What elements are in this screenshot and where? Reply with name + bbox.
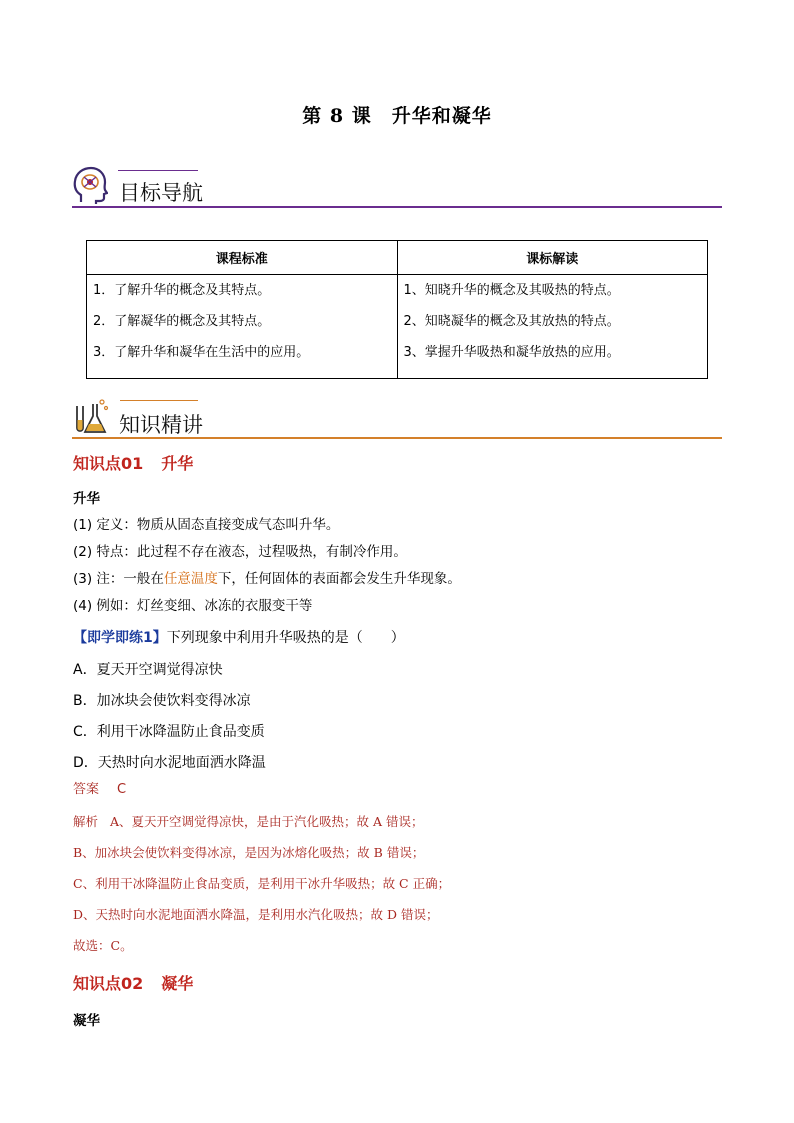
option-a: A．夏天开空调觉得凉快: [73, 662, 223, 678]
section-title-goals: 目标导航: [119, 181, 203, 205]
answer-line: [73, 778, 126, 797]
answer-label: 答案: [73, 782, 100, 797]
analysis-line: C、利用干冰降温防止食品变质，是利用干冰升华吸热；故 C 正确；: [73, 876, 451, 891]
standard-item: 1．了解升华的概念及其特点。: [93, 283, 271, 298]
knowledge-point-heading: [73, 451, 193, 474]
exercise-text: 下列现象中利用升华吸热的是（ ）: [166, 630, 405, 646]
section-title-overline: [118, 170, 198, 171]
standard-item: 3．了解升华和凝华在生活中的应用。: [93, 345, 310, 360]
table-row: [87, 275, 708, 379]
lesson-number: 第 8 课: [302, 105, 372, 127]
section-title-knowledge: 知识精讲: [119, 413, 203, 437]
standards-table: [86, 240, 708, 379]
subheading: 升华: [73, 491, 100, 507]
subheading: 凝华: [73, 1013, 100, 1029]
analysis-text: A、夏天开空调觉得凉快，是由于汽化吸热；故 A 错误；: [110, 814, 424, 829]
interpretation-item: 3、掌握升华吸热和凝华放热的应用。: [403, 345, 620, 360]
interpretation-item: 2、知晓凝华的概念及其放热的特点。: [403, 314, 620, 329]
analysis-line: B、加冰块会使饮料变得冰凉，是因为冰熔化吸热；故 B 错误；: [73, 845, 425, 860]
analysis-line: D、天热时向水泥地面洒水降温，是利用水汽化吸热；故 D 错误；: [73, 907, 439, 922]
point-definition: (1) 定义：物质从固态直接变成气态叫升华。: [73, 517, 340, 533]
knowledge-point-label: 知识点01: [73, 454, 144, 473]
knowledge-point-heading: [73, 971, 193, 994]
point-note-start: (3) 注：一般在: [73, 571, 164, 587]
page-title: [0, 101, 794, 128]
point-feature: (2) 特点：此过程不存在液态，过程吸热，有制冷作用。: [73, 544, 407, 560]
section-divider-knowledge: [72, 437, 722, 439]
knowledge-point-name: 升华: [161, 454, 194, 473]
standard-item: 2．了解凝华的概念及其特点。: [93, 314, 271, 329]
point-example: (4) 例如：灯丝变细、冰冻的衣服变干等: [73, 598, 313, 614]
highlighted-term: 任意温度: [163, 571, 218, 587]
table-header-interpretation: 课标解读: [397, 241, 708, 275]
knowledge-point-name: 凝华: [161, 974, 194, 993]
option-d: D．天热时向水泥地面洒水降温: [73, 755, 266, 771]
table-header-standards: 课程标准: [87, 241, 398, 275]
lab-flasks-icon: [71, 398, 111, 438]
exercise-question: [73, 627, 405, 647]
interpretation-item: 1、知晓升华的概念及其吸热的特点。: [403, 283, 620, 298]
analysis-label: 解析: [73, 814, 99, 829]
standards-cell: [87, 275, 398, 379]
option-b: B．加冰块会使饮料变得冰凉: [73, 693, 251, 709]
lesson-topic: 升华和凝华: [391, 105, 492, 127]
exercise-tag: 【即学即练1】: [73, 630, 167, 646]
analysis-conclusion: 故选：C。: [73, 938, 133, 953]
section-divider-goals: [72, 206, 722, 208]
point-note: [73, 567, 461, 587]
point-note-end: 下，任何固体的表面都会发生升华现象。: [217, 571, 461, 587]
section-title-overline: [120, 400, 198, 401]
table-header-row: [87, 241, 708, 275]
analysis-line: [73, 812, 424, 830]
answer-value: C: [117, 782, 127, 797]
option-c: C．利用干冰降温防止食品变质: [73, 724, 265, 740]
brain-head-icon: [72, 166, 108, 206]
knowledge-point-label: 知识点02: [73, 974, 144, 993]
interpretation-cell: [397, 275, 708, 379]
